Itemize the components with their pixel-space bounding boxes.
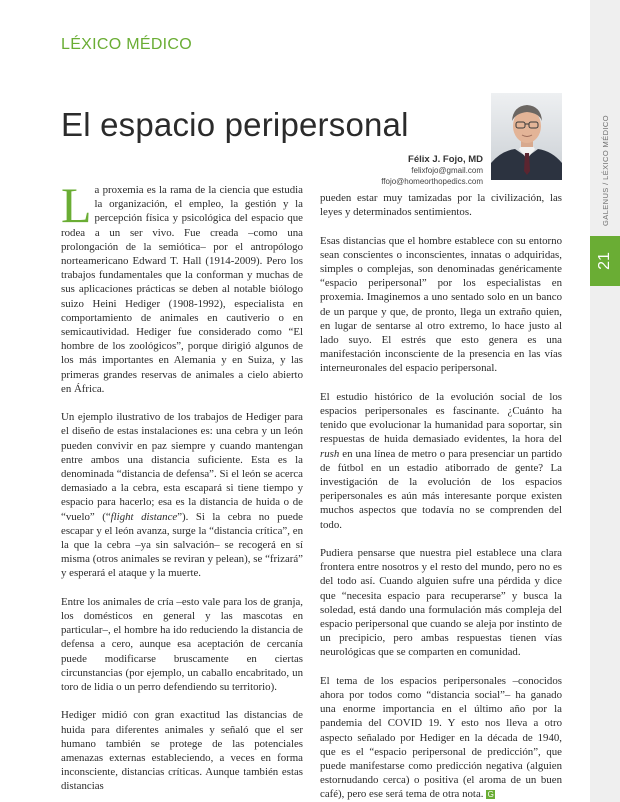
author-photo xyxy=(491,93,562,180)
paragraph: El estudio histórico de la evolución social de los espacios peripersonales es fascinante. ¿Cuánto ha tenido que evolucionar la humanidad para soportar, sin respuestas de huida demasiado evidentes, la hora del rush en una línea de metro o para presenciar un partido de fútbol en un estadio atiborrado de gente? La investigación de la evolución de los espacios peripersonales es aún más interesante porque existen muchos aspectos que todavía no se comprenden del todo. xyxy=(320,390,562,531)
paragraph: pueden estar muy tamizadas por la civilización, las leyes y determinados sentimientos. xyxy=(320,192,562,219)
paragraph: Esas distancias que el hombre establece con su entorno sean conscientes o inconscientes, innatas o adquiridas, simples o complejas, son denominadas genéricamente “espacio peripersonal” por los especialistas en proxemia. Imaginemos a uno sentado solo en un banco de un parque y que, de pronto, llega un extraño quien, en lugar de sentarse al otro extremo, lo hace justo al lado suyo. El estrés que esto genera es una manifestación inconsciente de la presencia en las vías interneuronales del espacio peripersonal. xyxy=(320,234,562,375)
author-email[interactable]: felixfojo@gmail.com xyxy=(411,166,483,175)
right-column xyxy=(320,191,562,802)
paragraph: Hediger midió con gran exactitud las distancias de huida para diferentes animales y señaló que el ser humano también se protege de las potenciales amenazas externas estableciendo, a veces en forma inconsciente, distancias críticas. Aunque también estas distancias xyxy=(61,709,303,793)
page-number-text: 21 xyxy=(595,252,613,270)
paragraph: La proxemia es la rama de la ciencia que estudia la organización, el empleo, la gestión y la percepción física y psicológica del espacio que rodea a un ser vivo. Fue creada –como una prolongación de la semiótica– por el antropólogo norteamericano Edward T. Hall (1914-2009). Pero los trabajos fundamentales que la conforman y muchas de sus aplicaciones prácticas se deben al notable biólogo suizo Heini Hediger (1908-1992), especialista en comportamiento de animales en cautiverio o en semicautividad. Hediger fue considerado como “El hombre de los zoológicos”, porque dirigió algunos de los más importantes en Alemania y en Suiza, y las primeras grandes reservas de animales a cielo abierto en África. xyxy=(61,177,303,395)
running-head xyxy=(590,100,620,240)
paragraph: Pudiera pensarse que nuestra piel establece una clara frontera entre nosotros y el resto del mundo, pero no es del todo así. Cuando alguien sufre una pérdida y dice que “necesita espacio para recuperarse” y busca la soledad, está dando una formulación más compleja del espacio peripersonal que cuando se aleja por instinto de un precipicio, pero ambas respuestas tienen vías neurológicas que se comparten en comunidad. xyxy=(320,547,562,659)
left-column xyxy=(61,177,303,794)
author-name: Félix J. Fojo, MD xyxy=(408,154,483,165)
author-byline xyxy=(381,154,483,187)
author-portrait-image xyxy=(491,93,562,180)
drop-cap: L xyxy=(61,177,92,233)
paragraph: El tema de los espacios peripersonales –conocidos ahora por todos como “distancia social”– ha ganado una enorme importancia en el último año por la pandemia del COVID 19. Y esto nos lleva a otro aspecto señalado por Hediger en la década de 1940, que es el “espacio peripersonal de predicción”, que puede manifestarse como predicción negativa (alguien estornudando cerca) o positiva (el aroma de un buen café), pero ese será tema de otra nota. G xyxy=(320,674,562,801)
paragraph: Un ejemplo ilustrativo de los trabajos de Hediger para el diseño de estas instalaciones es: una cebra y un león pueden convivir en paz siempre y cuando mantengan entre ambos una distancia suficiente. Esta es la denominada “distancia de defensa”. Si el león se acerca demasiado a la cebra, esta escapará si tiene tiempo y espacio para hacerlo; esa es la distancia de huida o de “vuelo” (“flight distance”). Si la cebra no puede escapar y el león avanza, surge la “distancia crítica”, en la que la cebra –ya sin salvación– se recogerá en sí misma (otros animales se reviran y pelean), se “frizará” y esperará el ataque y la muerte. xyxy=(61,411,303,580)
end-of-article-mark: G xyxy=(487,790,494,800)
page-number xyxy=(590,236,620,286)
paragraph: Entre los animales de cría –esto vale para los de granja, los domésticos en general y las mascotas en particular–, el hombre ha ido reduciendo la distancia de defensa a cero, aunque esa aceptación de cercanía puede modificarse bruscamente en ciertas circunstancias (por ejemplo, un caballo encabritado, un toro de lidia o un perro defendiendo su territorio). xyxy=(61,595,303,694)
author-email-secondary[interactable]: ffojo@homeorthopedics.com xyxy=(381,176,483,186)
article-title: El espacio peripersonal xyxy=(61,106,409,143)
section-label: LÉXICO MÉDICO xyxy=(61,36,193,53)
running-head-text: GALENUS / LÉXICO MÉDICO xyxy=(600,114,610,226)
